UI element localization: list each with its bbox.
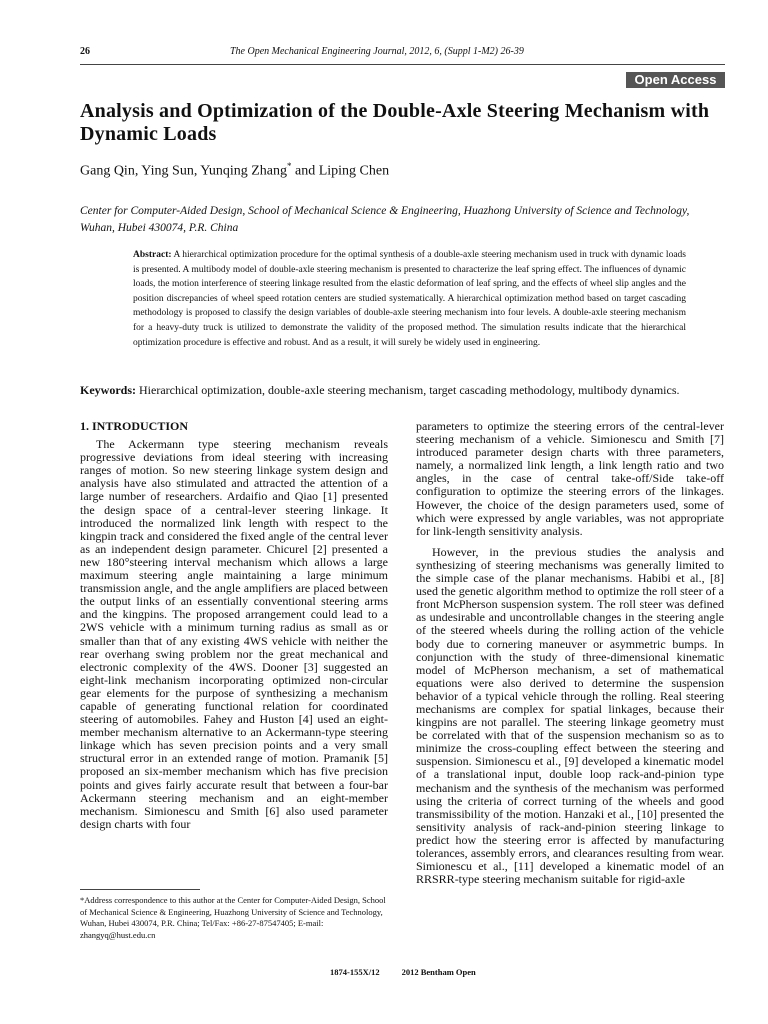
abstract-text: A hierarchical optimization procedure for the optimal synthesis of a double-axle steering mechanism used in truck with dynamic loads is presented. A multibody model of double-axle steering mechanism is presented to characterize the leaf spring effect. The influences of dynamic loads, the motion interference of steering linkage resulted from the elastic deformation of leaf spring, and the effects of wheel slip angles and the position discrepancies of wheel speed rotation centers are studied systematically. A hierarchical optimization method based on target cascading methodology is proposed to classify the design variables of double-axle steering mechanism into four levels. A double-axle steering mechanism for a heavy-duty truck is utilized to demonstrate the validity of the proposed method. The simulation results indicate that the hierarchical optimization procedure is effective and robust. And as a result, it will surely be widely used in engineering.	[133, 250, 686, 348]
paragraph: parameters to optimize the steering errors of the central-lever steering mechanism of a vehicle. Simionescu and Smith [7] introduced parameter design charts with three parameters, namely, a normalized link length, a link length ratio and two angles, in the case of central take-off/Side take-off configuration to optimize the steering errors of the linkages. However, the choice of the design parameters used, some of which were expressed by angle variables, was not appropriate for link-length sensitivity analysis.	[416, 419, 724, 538]
page-number: 26	[80, 46, 90, 57]
authors-last: and Liping Chen	[291, 163, 390, 179]
affiliation: Center for Computer-Aided Design, School of Mechanical Science & Engineering, Huazhong University of Science and Technology, Wuhan, Hubei 430074, P.R. China	[80, 205, 690, 234]
corresponding-author-mark: *	[287, 161, 292, 171]
paragraph: The Ackermann type steering mechanism reveals progressive deviations from ideal steering with increasing ranges of motion. So new steering linkage system design and analysis have also stimulated and attracted the attention of a large number of researchers. Ardaifio and Qiao [1] presented the design space of a central-lever steering linkage. It introduced the normalized link length with respect to the kingpin track and considered the fixed angle of the central lever as an independent design parameter. Chicurel [2] presented a new 180°steering interval mechanism which allows a large maximum steering angle maintaining a large minimum transmission angle, and the angle amplifiers are placed between the output links of an essentially conventional steering arms and the kingpins. The proposed arrangement could lead to a 2WS vehicle with a minimum turning radius as small as or smaller than that of any existing 4WS vehicle with neither the rear overhang swing problem nor the great mechanical and electronic complexity of the 4WS. Dooner [3] suggested an eight-link mechanism incorporating optimized non-circular gear elements for the purpose of synthesizing a mechanism capable of generating functional relation for coordinated steering of automobiles. Fahey and Huston [4] used an eight-member mechanism alternative to an Ackermann-type steering linkage which has seven precision points and a very small structural error in an extended range of motion. Pramanik [5] proposed an six-member mechanism which has five precision points and gives fairly accurate result that between a four-bar Ackermann steering mechanism and an eight-member mechanism. Simionescu and Smith [6] also used parameter design charts with four	[80, 437, 388, 831]
keywords-label: Keywords:	[80, 383, 136, 397]
keywords	[80, 383, 740, 398]
keywords-text: Hierarchical optimization, double-axle steering mechanism, target cascading methodology, multibody dynamics.	[139, 383, 680, 397]
author-list	[80, 161, 725, 180]
publisher: 2012 Bentham Open	[401, 967, 476, 977]
abstract	[133, 248, 686, 350]
header-rule	[80, 64, 725, 65]
abstract-label: Abstract:	[133, 250, 172, 260]
journal-citation: The Open Mechanical Engineering Journal, 2012, 6, (Suppl 1-M2) 26-39	[230, 46, 524, 57]
page-footer	[330, 967, 498, 977]
right-column	[416, 420, 724, 886]
authors-main: Gang Qin, Ying Sun, Yunqing Zhang	[80, 163, 288, 179]
paragraph: However, in the previous studies the analysis and synthesizing of steering mechanisms was generally limited to the simple case of the planar mechanisms. Habibi et al., [8] used the genetic algorithm method to optimize the roll steer of a front McPherson suspension system. The roll steer was defined as undesirable and uncontrollable changes in the steering angle of the steered wheels during the rolling action of the vehicle body due to cornering maneuver or asymmetric bumps. In conjunction with the study of three-dimensional kinematic model of McPherson mechanism, a set of mathematical equations were also derived to determine the suspension behavior of a typical vehicle through the rolling. Real steering mechanisms are complex for spatial linkages, because their kingpins are not parallel. The steering linkage geometry must be correlated with that of the suspension mechanism so as to minimize the cross-coupling effect between the steering and suspension. Simionescu et al., [9] developed a kinematic model of a translational input, double loop rack-and-pinion type mechanism and the synthesis of the mechanism was performed using the criteria of correct turning of the wheels and good transmissibility of the motion. Hanzaki et al., [10] presented the sensitivity analysis of rack-and-pinion steering linkage to predict how the steering error is affected by manufacturing tolerances, assembly errors, and clearances resulting from wear. Simionescu et al., [11] developed a kinematic model of an RRSRR-type steering mechanism suitable for rigid-axle	[416, 544, 724, 887]
open-access-badge: Open Access	[626, 72, 725, 88]
footnote-rule	[80, 889, 200, 890]
correspondence-footnote: *Address correspondence to this author at the Center for Computer-Aided Design, School of Mechanical Science & Engineering, Huazhong University of Science and Technology, Wuhan, Hubei 430074, P.R. China; Tel/Fax: +86-27-87547405; E-mail: zhangyq@hust.edu.cn	[80, 895, 386, 940]
issn: 1874-155X/12	[330, 967, 380, 977]
left-column	[80, 420, 388, 831]
article-title: Analysis and Optimization of the Double-Axle Steering Mechanism with Dynamic Loads	[80, 100, 710, 145]
section-heading: 1. INTRODUCTION	[80, 419, 189, 433]
